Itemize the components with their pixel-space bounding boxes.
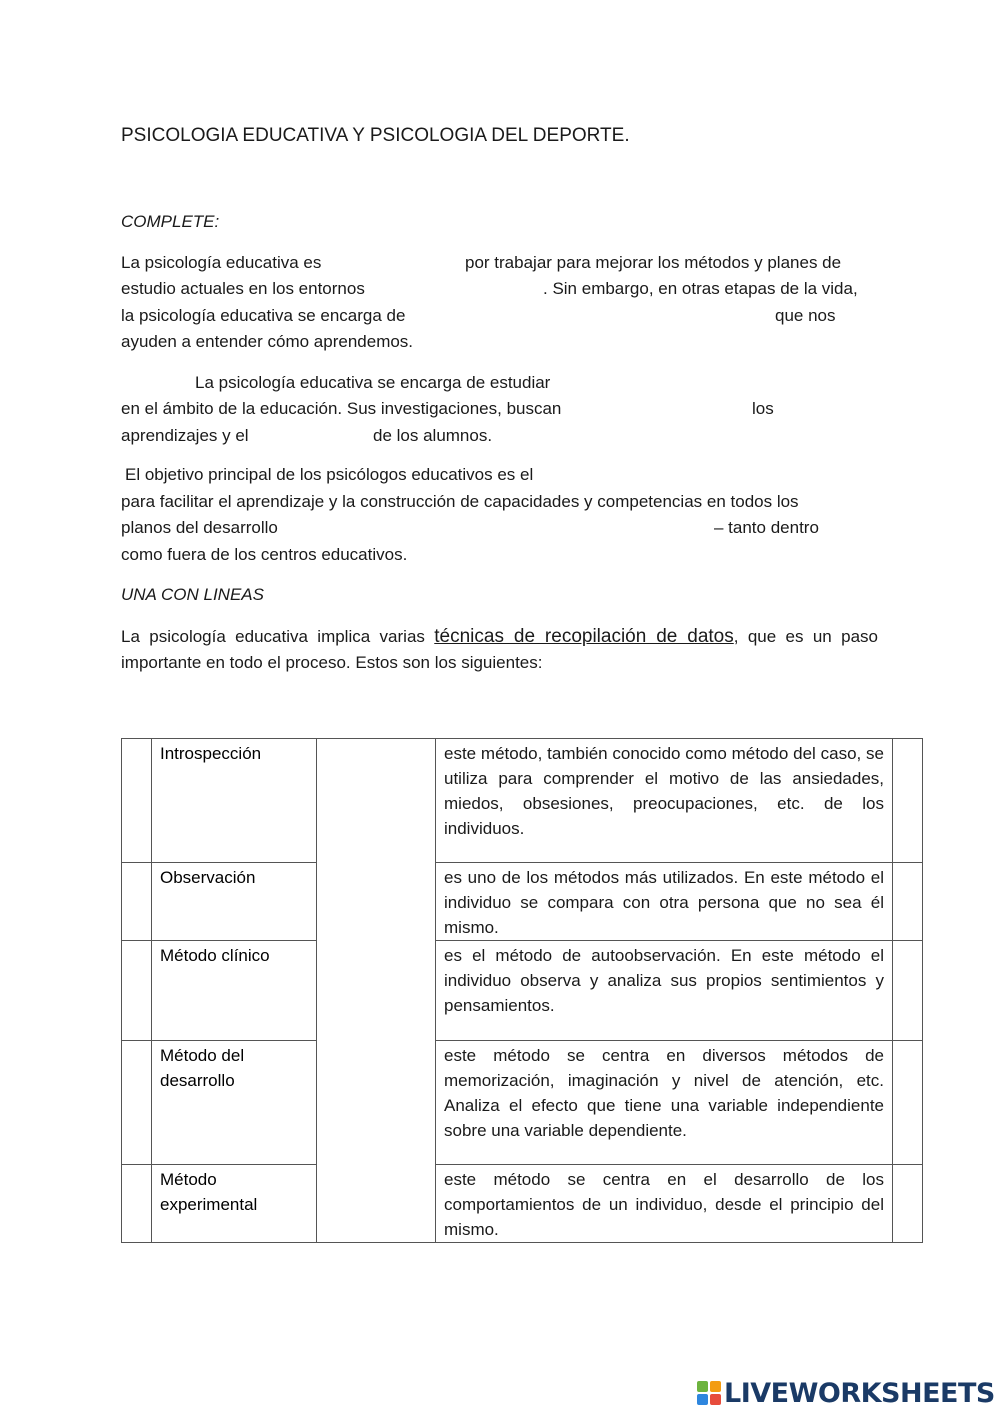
description-cell: es el método de autoobservación. En este método el individuo observa y analiza sus propios sentimientos y pensamientos.: [436, 941, 893, 1041]
right-dot-cell[interactable]: [893, 739, 923, 863]
table-row: [122, 739, 923, 863]
matching-table: [121, 738, 923, 1243]
right-dot-cell[interactable]: [893, 941, 923, 1041]
text-line: para facilitar el aprendizaje y la construcción de capacidades y competencias en todos los: [121, 492, 799, 511]
text-line: ayuden a entender cómo aprendemos.: [121, 332, 414, 351]
text-line: por trabajar para mejorar los métodos y planes de: [465, 253, 842, 272]
text-line: – tanto dentro: [714, 518, 819, 537]
term-cell: Observación: [152, 863, 317, 941]
techniques-link[interactable]: técnicas de recopilación de datos: [434, 626, 734, 647]
blank-input[interactable]: [575, 373, 875, 391]
blank-input[interactable]: [388, 279, 538, 297]
brand-name: LIVEWORKSHEETS: [724, 1377, 995, 1409]
text-line: que nos: [775, 306, 836, 325]
left-dot-cell[interactable]: [122, 1165, 152, 1243]
text-line: El objetivo principal de los psicólogos educativos es el: [125, 465, 534, 484]
term-cell: Método del desarrollo: [152, 1041, 317, 1165]
text-line: la psicología educativa se encarga de: [121, 306, 406, 325]
intro-text: La psicología educativa implica varias: [121, 627, 435, 646]
match-heading: UNA CON LINEAS: [121, 585, 264, 604]
term-cell: Método clínico: [152, 941, 317, 1041]
left-dot-cell[interactable]: [122, 941, 152, 1041]
blank-input[interactable]: [422, 306, 767, 324]
text-line: aprendizajes y el: [121, 426, 249, 445]
text-line: de los alumnos.: [373, 426, 493, 445]
term-cell: Introspección: [152, 739, 317, 863]
text-line: los: [752, 399, 774, 418]
description-cell: este método se centra en diversos métodos de memorización, imaginación y nivel de atención, etc. Analiza el efecto que tiene una variable independiente sobre una variable dependiente.: [436, 1041, 893, 1165]
line-area[interactable]: [317, 1041, 436, 1165]
logo-mark-icon: [697, 1381, 721, 1405]
line-area[interactable]: [317, 863, 436, 941]
line-area[interactable]: [317, 941, 436, 1041]
page-title: PSICOLOGIA EDUCATIVA Y PSICOLOGIA DEL DEPORTE.: [121, 125, 630, 146]
blank-input[interactable]: [565, 465, 875, 483]
description-cell: es uno de los métodos más utilizados. En este método el individuo se compara con otra persona que no sea él mismo.: [436, 863, 893, 941]
right-dot-cell[interactable]: [893, 1041, 923, 1165]
text-line: . Sin embargo, en otras etapas de la vida,: [543, 279, 858, 298]
table-row: [122, 1165, 923, 1243]
text-line: La psicología educativa se encarga de estudiar: [195, 373, 551, 392]
blank-input[interactable]: [295, 518, 705, 536]
blank-input[interactable]: [333, 253, 458, 271]
right-dot-cell[interactable]: [893, 863, 923, 941]
description-cell: este método, también conocido como método del caso, se utiliza para comprender el motivo de las ansiedades, miedos, obsesiones, preocupaciones, etc. de los individuos.: [436, 739, 893, 863]
table-row: [122, 863, 923, 941]
text-line: en el ámbito de la educación. Sus investigaciones, buscan: [121, 399, 562, 418]
term-cell: Método experimental: [152, 1165, 317, 1243]
line-area[interactable]: [317, 739, 436, 863]
left-dot-cell[interactable]: [122, 1041, 152, 1165]
text-line: planos del desarrollo: [121, 518, 278, 537]
table-row: [122, 941, 923, 1041]
match-intro: [121, 624, 878, 676]
text-line: La psicología educativa es: [121, 253, 322, 272]
complete-heading: COMPLETE:: [121, 212, 220, 231]
text-line: como fuera de los centros educativos.: [121, 545, 408, 564]
liveworksheets-logo: [697, 1376, 995, 1410]
left-dot-cell[interactable]: [122, 863, 152, 941]
intro-text: , que es un paso importante en todo el proceso. Estos son los siguientes:: [121, 627, 878, 672]
description-cell: este método se centra en el desarrollo de los comportamientos de un individuo, desde el principio del mismo.: [436, 1165, 893, 1243]
left-dot-cell[interactable]: [122, 739, 152, 863]
text-line: estudio actuales en los entornos: [121, 279, 365, 298]
table-row: [122, 1041, 923, 1165]
right-dot-cell[interactable]: [893, 1165, 923, 1243]
line-area[interactable]: [317, 1165, 436, 1243]
blank-input[interactable]: [590, 399, 745, 417]
blank-input[interactable]: [262, 426, 367, 444]
